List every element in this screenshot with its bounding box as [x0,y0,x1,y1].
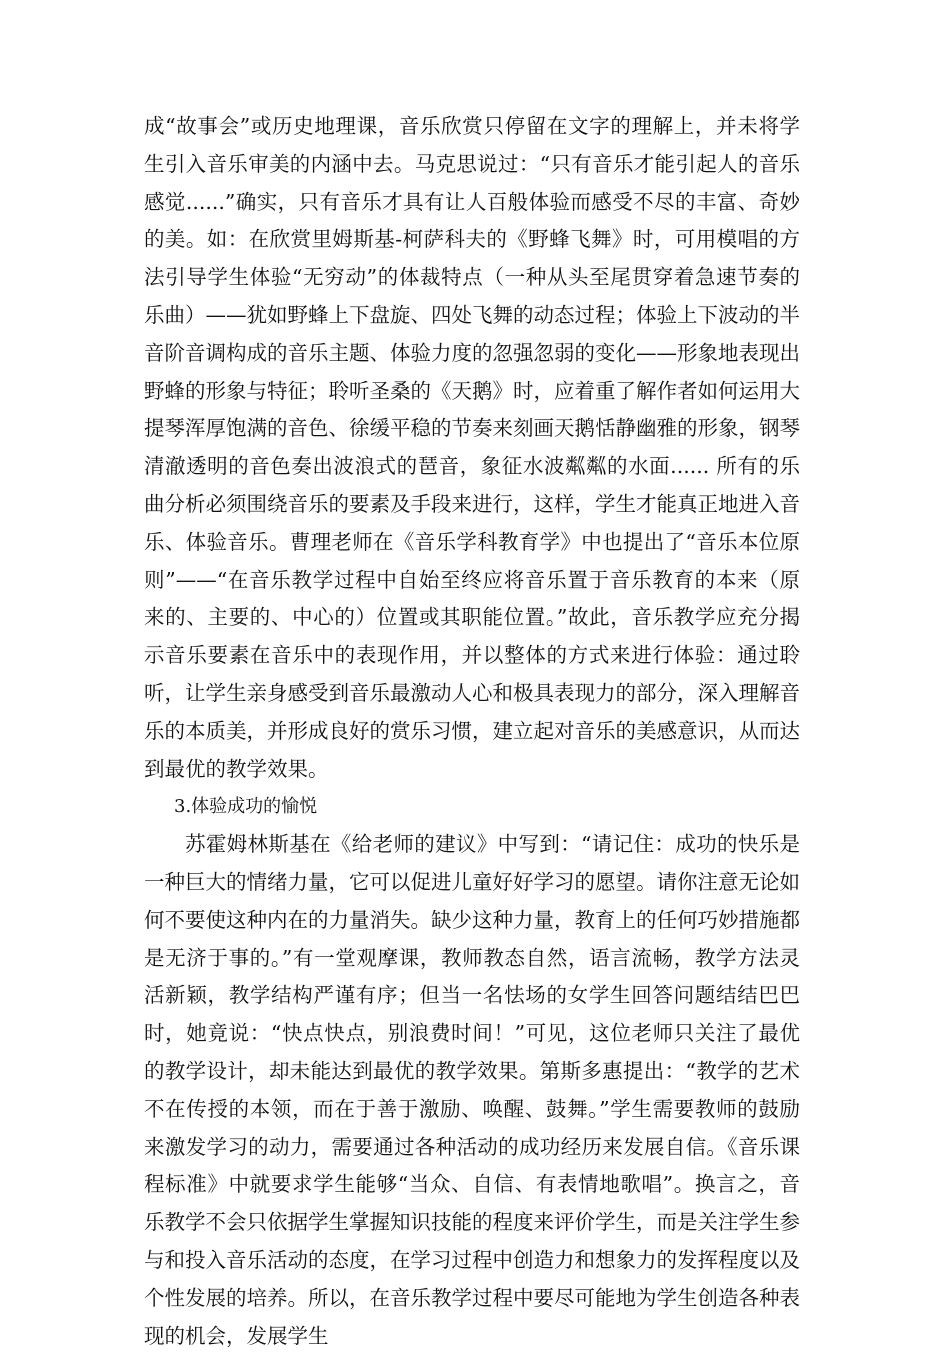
body-paragraph-2: 苏霍姆林斯基在《给老师的建议》中写到：“请记住：成功的快乐是一种巨大的情绪力量，它可以促进儿童好好学习的愿望。请你注意无论如何不要使这种内在的力量消失。缺少这种力量，教育上的任何巧妙措施都是无济于事的。”有一堂观摩课，教师教态自然，语言流畅，教学方法灵活新颖，教学结构严谨有序；但当一名怯场的女学生回答问题结结巴巴时，她竟说：“快点快点，别浪费时间！”可见，这位老师只关注了最优的教学设计，却未能达到最优的教学效果。第斯多惠提出：“教学的艺术不在传授的本领，而在于善于激励、唤醒、鼓舞。”学生需要教师的鼓励来激发学习的动力，需要通过各种活动的成功经历来发展自信。《音乐课程标准》中就要求学生能够“当众、自信、有表情地歌唱”。换言之，音乐教学不会只依据学生掌握知识技能的程度来评价学生，而是关注学生参与和投入音乐活动的态度，在学习过程中创造力和想象力的发挥程度以及个性发展的培养。所以，在音乐教学过程中要尽可能地为学生创造各种表现的机会，发展学生 [144,832,800,1348]
section-heading-3: 3.体验成功的愉悦 [174,796,318,818]
document-page [144,108,800,1355]
body-paragraph-1: 成“故事会”或历史地理课，音乐欣赏只停留在文字的理解上，并未将学生引入音乐审美的内涵中去。马克思说过：“只有音乐才能引起人的音乐感觉......”确实，只有音乐才具有让人百般体验而感受不尽的丰富、奇妙的美。如：在欣赏里姆斯基-柯萨科夫的《野蜂飞舞》时，可用模唱的方法引导学生体验“无穷动”的体裁特点（一种从头至尾贯穿着急速节奏的乐曲）——犹如野蜂上下盘旋、四处飞舞的动态过程；体验上下波动的半音阶音调构成的音乐主题、体验力度的忽强忽弱的变化——形象地表现出野蜂的形象与特征；聆听圣桑的《天鹅》时，应着重了解作者如何运用大提琴浑厚饱满的音色、徐缓平稳的节奏来刻画天鹅恬静幽雅的形象，钢琴清澈透明的音色奏出波浪式的琶音，象征水波粼粼的水面...... 所有的乐曲分析必须围绕音乐的要素及手段来进行，这样，学生才能真正地进入音乐、体验音乐。曹理老师在《音乐学科教育学》中也提出了“音乐本位原则”——“在音乐教学过程中自始至终应将音乐置于音乐教育的本来（原来的、主要的、中心的）位置或其职能位置。”故此，音乐教学应充分揭示音乐要素在音乐中的表现作用，并以整体的方式来进行体验：通过聆听，让学生亲身感受到音乐最激动人心和极具表现力的部分，深入理解音乐的本质美，并形成良好的赏乐习惯，建立起对音乐的美感意识，从而达到最优的教学效果。 [144,114,800,781]
